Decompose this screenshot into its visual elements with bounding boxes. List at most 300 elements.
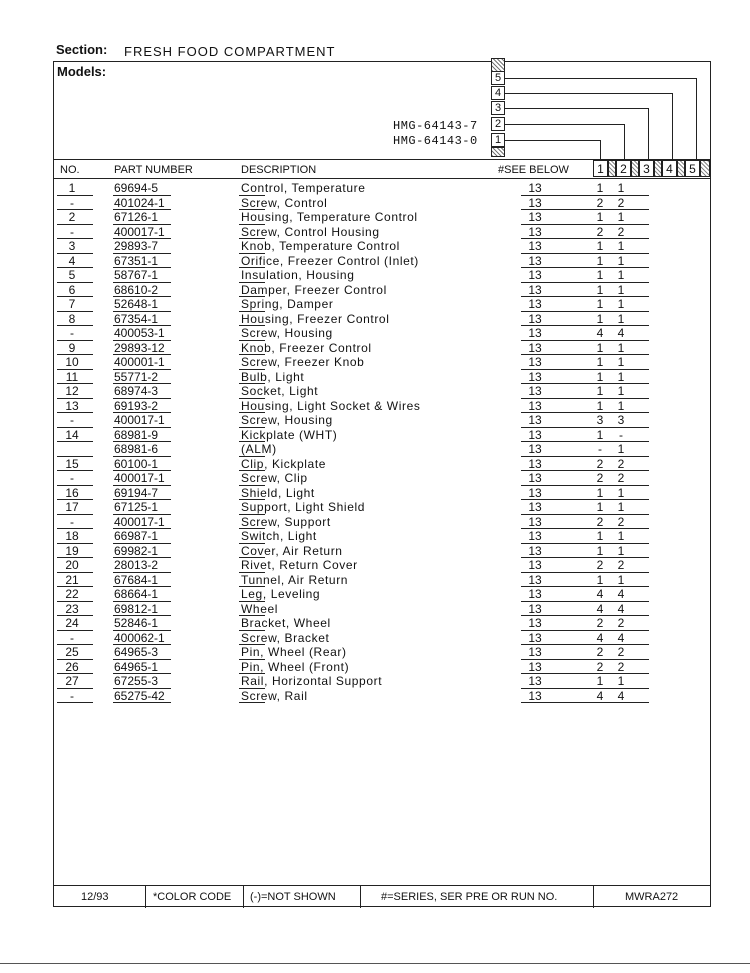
quantity-col-2: 2 xyxy=(617,195,625,210)
description: Kickplate (WHT) xyxy=(241,427,338,442)
description: Rail, Horizontal Support xyxy=(241,674,383,688)
quantity-col-2: 2 xyxy=(617,456,625,471)
table-row xyxy=(53,210,711,225)
footer-bar xyxy=(53,885,711,908)
part-number: 65275-42 xyxy=(114,688,165,703)
quantity-col-2: 1 xyxy=(617,239,625,253)
description: Screw, Freezer Knob xyxy=(241,355,365,369)
col-header-shade-4 xyxy=(677,160,685,177)
item-number: 13 xyxy=(65,398,79,413)
description: Screw, Control xyxy=(241,195,328,210)
see-below: 13 xyxy=(528,688,542,703)
quantity-col-1: 1 xyxy=(596,543,604,558)
see-below: 13 xyxy=(528,253,542,268)
quantity-col-1: 2 xyxy=(596,471,604,485)
see-below: 13 xyxy=(528,543,542,558)
quantity-col-1: 1 xyxy=(596,529,604,543)
table-row xyxy=(53,196,711,211)
see-below: 13 xyxy=(528,514,542,529)
connector-5-h xyxy=(505,78,696,79)
footer-divider xyxy=(593,886,594,908)
col-header-2: 2 xyxy=(616,160,631,177)
table-row xyxy=(53,283,711,298)
item-number: 15 xyxy=(65,456,79,471)
col-header-shade-5 xyxy=(700,160,710,177)
connector-4-v xyxy=(672,93,673,160)
part-number: 67125-1 xyxy=(114,500,159,514)
description: Leg, Leveling xyxy=(241,587,321,601)
part-number: 400017-1 xyxy=(114,471,165,485)
part-number: 68664-1 xyxy=(114,587,159,601)
quantity-col-2: 1 xyxy=(617,572,625,587)
description: (ALM) xyxy=(241,442,277,456)
quantity-col-1: 4 xyxy=(596,630,604,645)
item-number: - xyxy=(70,195,74,210)
description: Switch, Light xyxy=(241,529,317,543)
item-number: 17 xyxy=(65,500,79,514)
quantity-col-1: 1 xyxy=(596,311,604,326)
quantity-col-1: - xyxy=(598,442,602,456)
description: Pin, Wheel (Rear) xyxy=(241,645,347,659)
connector-3-h xyxy=(505,108,648,109)
quantity-col-2: 1 xyxy=(617,253,625,268)
section-title: FRESH FOOD COMPARTMENT xyxy=(124,44,336,59)
see-below: 13 xyxy=(528,210,542,224)
table-row xyxy=(53,544,711,559)
col-header-description: DESCRIPTION xyxy=(241,164,317,176)
see-below: 13 xyxy=(528,413,542,427)
see-below: 13 xyxy=(528,674,542,688)
table-row xyxy=(53,645,711,660)
part-number: 67684-1 xyxy=(114,572,159,587)
part-number: 67354-1 xyxy=(114,311,159,326)
table-row xyxy=(53,341,711,356)
see-below: 13 xyxy=(528,239,542,253)
description: Screw, Support xyxy=(241,514,331,529)
quantity-col-1: 1 xyxy=(596,181,604,195)
part-number: 400017-1 xyxy=(114,413,165,427)
model-box-3: 3 xyxy=(491,101,505,115)
table-row xyxy=(53,181,711,196)
item-number: 8 xyxy=(68,311,76,326)
see-below: 13 xyxy=(528,587,542,601)
description: Screw, Rail xyxy=(241,688,308,703)
see-below: 13 xyxy=(528,616,542,630)
quantity-col-1: 1 xyxy=(596,398,604,413)
description: Knob, Freezer Control xyxy=(241,340,372,355)
item-number: 24 xyxy=(65,616,79,630)
part-number: 29893-7 xyxy=(114,239,159,253)
see-below: 13 xyxy=(528,181,542,195)
quantity-col-2: 1 xyxy=(617,282,625,297)
item-number: 16 xyxy=(65,485,79,500)
model-box-5: 5 xyxy=(491,71,505,85)
item-number: 26 xyxy=(65,659,79,674)
footer-date: 12/93 xyxy=(81,891,109,903)
footer-not-shown: (-)=NOT SHOWN xyxy=(250,891,336,903)
quantity-col-1: 2 xyxy=(596,558,604,572)
table-row xyxy=(53,631,711,646)
quantity-col-2: 1 xyxy=(617,340,625,355)
table-row xyxy=(53,312,711,327)
description: Clip, Kickplate xyxy=(241,456,327,471)
see-below: 13 xyxy=(528,630,542,645)
quantity-col-2: 4 xyxy=(617,630,625,645)
description: Shield, Light xyxy=(241,485,315,500)
see-below: 13 xyxy=(528,558,542,572)
quantity-col-2: - xyxy=(619,427,623,442)
quantity-col-1: 1 xyxy=(596,369,604,384)
description: Damper, Freezer Control xyxy=(241,282,387,297)
quantity-col-2: 2 xyxy=(617,558,625,572)
quantity-col-2: 2 xyxy=(617,616,625,630)
description: Cover, Air Return xyxy=(241,543,343,558)
col-header-3: 3 xyxy=(639,160,654,177)
quantity-col-2: 1 xyxy=(617,181,625,195)
see-below: 13 xyxy=(528,297,542,311)
quantity-col-1: 1 xyxy=(596,485,604,500)
table-row xyxy=(53,486,711,501)
item-number: 12 xyxy=(65,384,79,398)
quantity-col-1: 2 xyxy=(596,456,604,471)
part-number: 400062-1 xyxy=(114,630,165,645)
item-number: 19 xyxy=(65,543,79,558)
see-below: 13 xyxy=(528,282,542,297)
description: Pin, Wheel (Front) xyxy=(241,659,350,674)
quantity-col-1: 1 xyxy=(596,340,604,355)
quantity-col-2: 1 xyxy=(617,442,625,456)
col-header-part-number: PART NUMBER xyxy=(114,164,193,176)
see-below: 13 xyxy=(528,369,542,384)
description: Housing, Light Socket & Wires xyxy=(241,398,421,413)
item-number: - xyxy=(70,224,74,239)
footer-series-note: #=SERIES, SER PRE OR RUN NO. xyxy=(381,891,558,903)
item-number: 2 xyxy=(68,210,76,224)
part-number: 52846-1 xyxy=(114,616,159,630)
col-header-shade-1 xyxy=(608,160,616,177)
part-number: 69982-1 xyxy=(114,543,159,558)
item-number: 14 xyxy=(65,427,79,442)
description: Screw, Control Housing xyxy=(241,224,380,239)
part-number: 52648-1 xyxy=(114,297,159,311)
item-number: 23 xyxy=(65,601,79,616)
see-below: 13 xyxy=(528,427,542,442)
quantity-col-2: 1 xyxy=(617,529,625,543)
quantity-col-2: 1 xyxy=(617,398,625,413)
footer-document-number: MWRA272 xyxy=(625,891,679,903)
quantity-col-1: 1 xyxy=(596,239,604,253)
quantity-col-2: 4 xyxy=(617,688,625,703)
col-header-shade-3 xyxy=(654,160,662,177)
table-row xyxy=(53,471,711,486)
part-number: 68981-6 xyxy=(114,442,159,456)
table-row xyxy=(53,399,711,414)
quantity-col-2: 1 xyxy=(617,384,625,398)
quantity-col-1: 1 xyxy=(596,282,604,297)
item-number: 4 xyxy=(68,253,76,268)
see-below: 13 xyxy=(528,224,542,239)
part-number: 66987-1 xyxy=(114,529,159,543)
quantity-col-2: 4 xyxy=(617,587,625,601)
item-number: 5 xyxy=(68,268,76,282)
table-row xyxy=(53,413,711,428)
see-below: 13 xyxy=(528,326,542,340)
table-row xyxy=(53,457,711,472)
part-number: 67351-1 xyxy=(114,253,159,268)
table-row xyxy=(53,297,711,312)
quantity-col-1: 2 xyxy=(596,645,604,659)
model-box-2: 2 xyxy=(491,117,505,131)
section-label: Section: xyxy=(56,42,108,57)
table-row xyxy=(53,529,711,544)
table-row xyxy=(53,384,711,399)
connector-1-v xyxy=(600,140,601,160)
description: Screw, Housing xyxy=(241,326,333,340)
quantity-col-2: 4 xyxy=(617,601,625,616)
item-number: 25 xyxy=(65,645,79,659)
table-row xyxy=(53,254,711,269)
quantity-col-1: 1 xyxy=(596,355,604,369)
col-header-see-below: #SEE BELOW xyxy=(498,164,569,176)
item-number: - xyxy=(70,413,74,427)
see-below: 13 xyxy=(528,340,542,355)
quantity-col-1: 2 xyxy=(596,224,604,239)
quantity-col-2: 2 xyxy=(617,224,625,239)
quantity-col-2: 1 xyxy=(617,297,625,311)
connector-2-v xyxy=(624,124,625,160)
table-row xyxy=(53,587,711,602)
table-row xyxy=(53,500,711,515)
quantity-col-2: 3 xyxy=(617,413,625,427)
quantity-col-2: 1 xyxy=(617,674,625,688)
see-below: 13 xyxy=(528,268,542,282)
row-underline xyxy=(521,702,593,703)
part-number: 29893-12 xyxy=(114,340,165,355)
see-below: 13 xyxy=(528,572,542,587)
table-row xyxy=(53,442,711,457)
connector-5-v xyxy=(696,78,697,160)
col-header-5: 5 xyxy=(685,160,700,177)
description: Knob, Temperature Control xyxy=(241,239,400,253)
quantity-col-1: 1 xyxy=(596,297,604,311)
part-number: 400053-1 xyxy=(114,326,165,340)
table-row xyxy=(53,515,711,530)
table-row xyxy=(53,660,711,675)
footer-divider xyxy=(145,886,146,908)
part-number: 55771-2 xyxy=(114,369,159,384)
table-row xyxy=(53,558,711,573)
see-below: 13 xyxy=(528,500,542,514)
description: Spring, Damper xyxy=(241,297,334,311)
footer-divider xyxy=(360,886,361,908)
header-bottom-rule xyxy=(53,178,711,179)
quantity-col-1: 4 xyxy=(596,587,604,601)
part-number: 69194-7 xyxy=(114,485,159,500)
item-number: 1 xyxy=(68,181,76,195)
quantity-col-1: 1 xyxy=(596,268,604,282)
table-row xyxy=(53,689,711,704)
see-below: 13 xyxy=(528,398,542,413)
part-number: 400001-1 xyxy=(114,355,165,369)
item-number: - xyxy=(70,630,74,645)
table-row xyxy=(53,326,711,341)
model-name-2: HMG-64143-7 xyxy=(393,119,478,133)
part-number: 69193-2 xyxy=(114,398,159,413)
footer-divider xyxy=(243,886,244,908)
see-below: 13 xyxy=(528,659,542,674)
models-label: Models: xyxy=(57,64,107,79)
quantity-col-1: 2 xyxy=(596,616,604,630)
item-number: 10 xyxy=(65,355,79,369)
model-box-1: 1 xyxy=(491,133,505,147)
item-number: - xyxy=(70,514,74,529)
quantity-col-2: 1 xyxy=(617,485,625,500)
see-below: 13 xyxy=(528,355,542,369)
quantity-col-2: 4 xyxy=(617,326,625,340)
row-underline xyxy=(57,702,93,703)
description: Bulb, Light xyxy=(241,369,305,384)
quantity-col-1: 1 xyxy=(596,384,604,398)
see-below: 13 xyxy=(528,645,542,659)
part-number: 28013-2 xyxy=(114,558,159,572)
description: Bracket, Wheel xyxy=(241,616,331,630)
page-bottom-rule xyxy=(0,963,750,964)
description: Control, Temperature xyxy=(241,181,366,195)
description: Screw, Housing xyxy=(241,413,333,427)
item-number: 21 xyxy=(65,572,79,587)
quantity-col-1: 1 xyxy=(596,674,604,688)
item-number: - xyxy=(70,688,74,703)
quantity-col-2: 2 xyxy=(617,514,625,529)
part-number: 67255-3 xyxy=(114,674,159,688)
col-header-no: NO. xyxy=(60,164,80,176)
footer-color-code: *COLOR CODE xyxy=(153,891,232,903)
table-row xyxy=(53,370,711,385)
quantity-col-1: 2 xyxy=(596,514,604,529)
connector-1-h xyxy=(505,140,600,141)
table-row xyxy=(53,428,711,443)
quantity-col-2: 1 xyxy=(617,268,625,282)
model-box-4: 4 xyxy=(491,86,505,100)
quantity-col-1: 2 xyxy=(596,195,604,210)
part-number: 67126-1 xyxy=(114,210,159,224)
part-number: 58767-1 xyxy=(114,268,159,282)
model-name-1: HMG-64143-0 xyxy=(393,134,478,148)
quantity-col-2: 1 xyxy=(617,311,625,326)
quantity-col-1: 1 xyxy=(596,500,604,514)
quantity-col-1: 2 xyxy=(596,659,604,674)
table-row xyxy=(53,239,711,254)
part-number: 400017-1 xyxy=(114,224,165,239)
item-number: 11 xyxy=(65,369,79,384)
quantity-col-2: 2 xyxy=(617,471,625,485)
see-below: 13 xyxy=(528,384,542,398)
table-row xyxy=(53,225,711,240)
see-below: 13 xyxy=(528,195,542,210)
table-row xyxy=(53,268,711,283)
table-row xyxy=(53,573,711,588)
quantity-col-2: 2 xyxy=(617,645,625,659)
row-underline xyxy=(593,702,649,703)
item-number: 7 xyxy=(68,297,76,311)
description: Support, Light Shield xyxy=(241,500,366,514)
description: Wheel xyxy=(241,601,279,616)
table-row xyxy=(53,674,711,689)
connector-2-h xyxy=(505,124,624,125)
part-number: 401024-1 xyxy=(114,195,165,210)
quantity-col-2: 1 xyxy=(617,369,625,384)
see-below: 13 xyxy=(528,442,542,456)
part-number: 69812-1 xyxy=(114,601,159,616)
item-number: 18 xyxy=(65,529,79,543)
see-below: 13 xyxy=(528,471,542,485)
see-below: 13 xyxy=(528,529,542,543)
quantity-col-1: 4 xyxy=(596,688,604,703)
item-number: 9 xyxy=(68,340,76,355)
quantity-col-2: 1 xyxy=(617,543,625,558)
connector-4-h xyxy=(505,93,672,94)
description: Insulation, Housing xyxy=(241,268,355,282)
quantity-col-1: 4 xyxy=(596,326,604,340)
part-number: 400017-1 xyxy=(114,514,165,529)
col-header-1: 1 xyxy=(593,160,608,177)
description: Rivet, Return Cover xyxy=(241,558,358,572)
model-box-shaded-top xyxy=(491,58,505,72)
row-underline xyxy=(239,702,265,703)
item-number: - xyxy=(70,326,74,340)
quantity-col-2: 1 xyxy=(617,500,625,514)
see-below: 13 xyxy=(528,601,542,616)
quantity-col-1: 3 xyxy=(596,413,604,427)
description: Tunnel, Air Return xyxy=(241,572,349,587)
quantity-col-1: 1 xyxy=(596,572,604,587)
connector-3-v xyxy=(648,108,649,160)
col-header-4: 4 xyxy=(662,160,677,177)
model-box-shaded-bottom xyxy=(491,147,505,157)
item-number: 6 xyxy=(68,282,76,297)
col-header-shade-2 xyxy=(631,160,639,177)
description: Screw, Bracket xyxy=(241,630,330,645)
description: Socket, Light xyxy=(241,384,319,398)
see-below: 13 xyxy=(528,311,542,326)
see-below: 13 xyxy=(528,456,542,471)
item-number: 20 xyxy=(65,558,79,572)
table-row xyxy=(53,355,711,370)
quantity-col-1: 1 xyxy=(596,210,604,224)
description: Orifice, Freezer Control (Inlet) xyxy=(241,253,419,268)
see-below: 13 xyxy=(528,485,542,500)
part-number: 68974-3 xyxy=(114,384,159,398)
part-number: 64965-1 xyxy=(114,659,159,674)
item-number: - xyxy=(70,471,74,485)
part-number: 69694-5 xyxy=(114,181,159,195)
item-number: 3 xyxy=(68,239,76,253)
description: Screw, Clip xyxy=(241,471,308,485)
description: Housing, Temperature Control xyxy=(241,210,418,224)
part-number: 68610-2 xyxy=(114,282,159,297)
part-number: 68981-9 xyxy=(114,427,159,442)
quantity-col-2: 1 xyxy=(617,210,625,224)
item-number: 22 xyxy=(65,587,79,601)
part-number: 60100-1 xyxy=(114,456,159,471)
table-row xyxy=(53,602,711,617)
description: Housing, Freezer Control xyxy=(241,311,390,326)
table-row xyxy=(53,616,711,631)
part-number: 64965-3 xyxy=(114,645,159,659)
item-number: 27 xyxy=(65,674,79,688)
quantity-col-2: 2 xyxy=(617,659,625,674)
quantity-col-2: 1 xyxy=(617,355,625,369)
